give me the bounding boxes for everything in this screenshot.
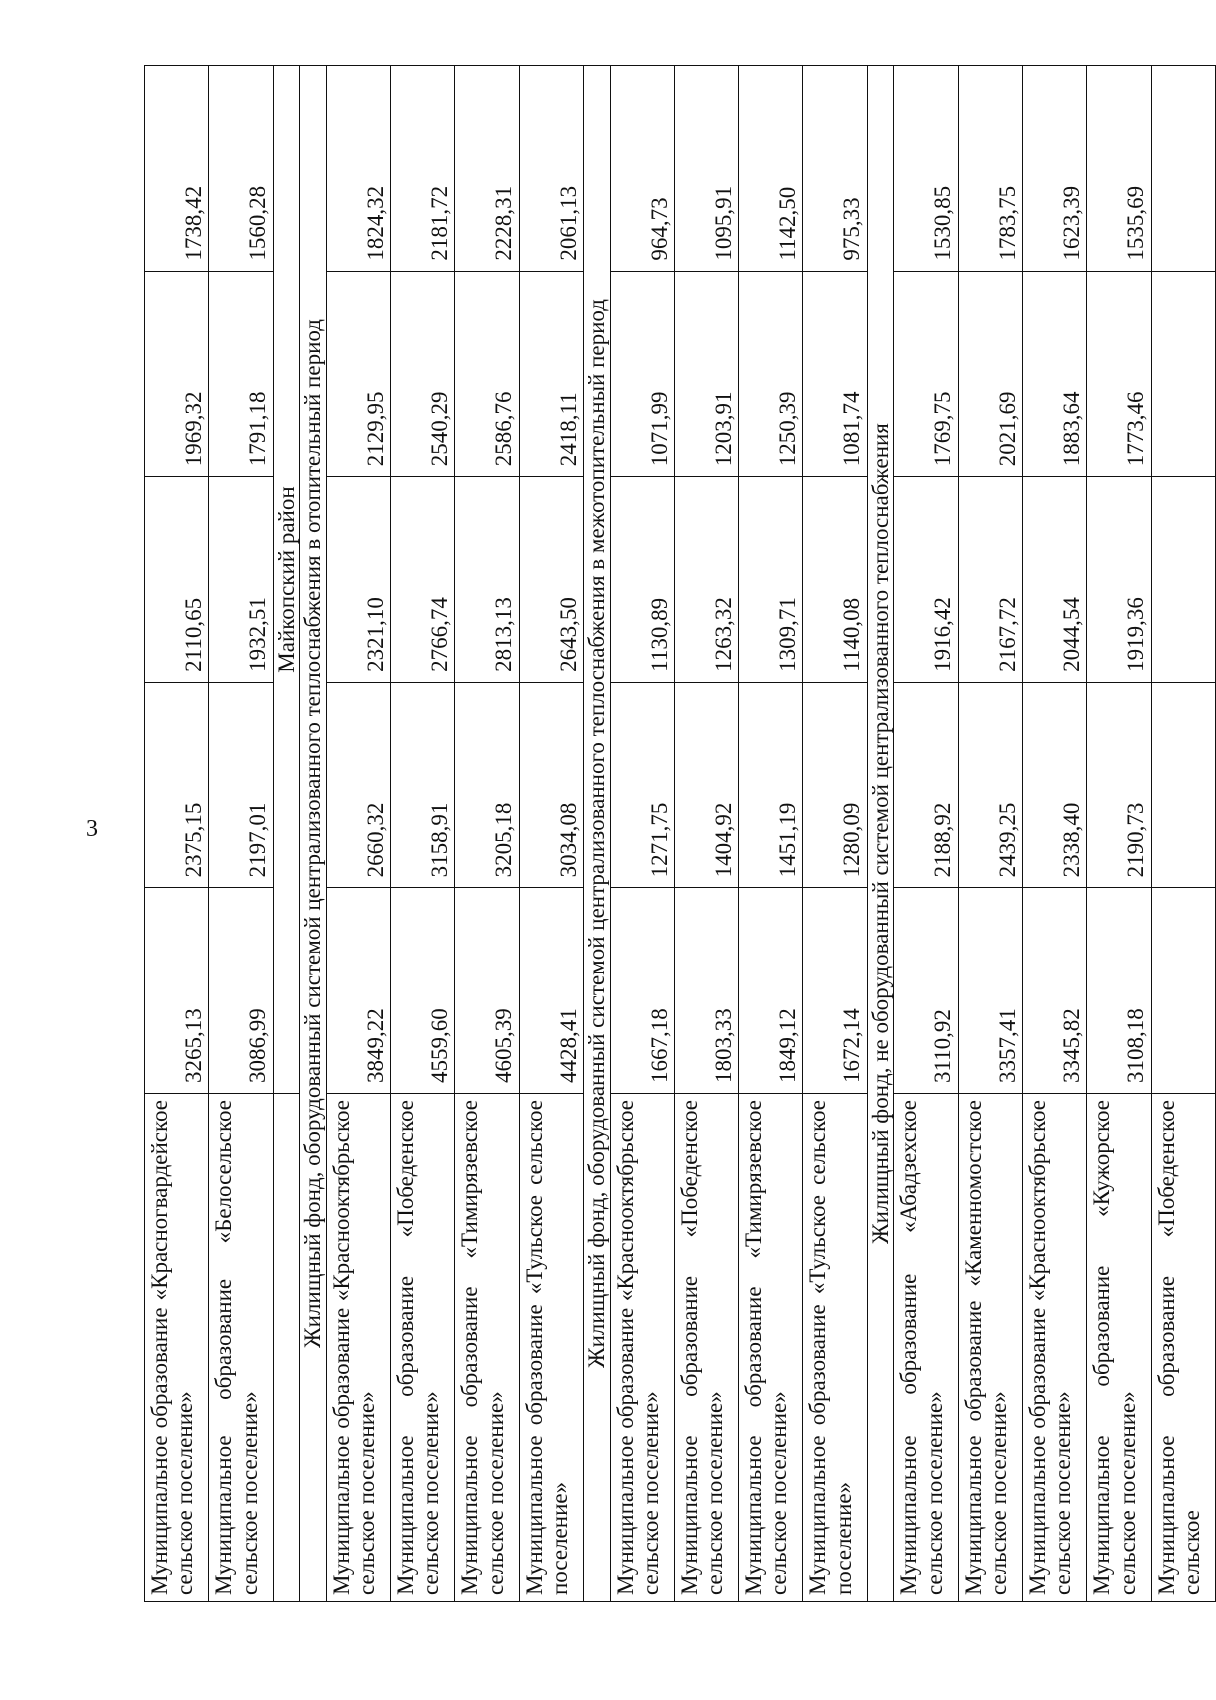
tariff-value-cell: 1849,12 xyxy=(739,888,803,1094)
tariff-value-cell: 1560,28 xyxy=(209,66,273,272)
municipality-name-cell: Муниципальное образование «Победенское сельское xyxy=(1151,1094,1215,1602)
municipality-name-cell: Муниципальное образование «Каменномостское сельское поселение» xyxy=(958,1094,1022,1602)
table-row xyxy=(209,66,273,1602)
tariff-value-cell: 1263,32 xyxy=(674,477,738,683)
section-heading: Жилищный фонд, оборудованный системой централизованного теплоснабжения в отопительный период xyxy=(300,66,327,1602)
tariff-value-cell: 2418,11 xyxy=(519,271,583,477)
tariff-value-cell: 1667,18 xyxy=(610,888,674,1094)
tariff-value-cell: 1803,33 xyxy=(674,888,738,1094)
tariff-value-cell: 2044,54 xyxy=(1022,477,1086,683)
municipality-name-cell: Муниципальное образование «Тульское сельское поселение» xyxy=(803,1094,867,1602)
tariff-value-cell: 1071,99 xyxy=(610,271,674,477)
section-heading-row xyxy=(583,66,610,1602)
table-body xyxy=(145,66,1216,1602)
tariff-table xyxy=(144,65,1216,1602)
municipality-name-cell: Муниципальное образование «Краснооктябрьское сельское поселение» xyxy=(1022,1094,1086,1602)
tariff-value-cell: 2321,10 xyxy=(326,477,390,683)
tariff-value-cell: 1404,92 xyxy=(674,682,738,888)
tariff-value-cell: 1271,75 xyxy=(610,682,674,888)
tariff-value-cell: 3345,82 xyxy=(1022,888,1086,1094)
tariff-value-cell: 2181,72 xyxy=(391,66,455,272)
tariff-value-cell: 1791,18 xyxy=(209,271,273,477)
section-heading-row xyxy=(300,66,327,1602)
tariff-value-cell: 3034,08 xyxy=(519,682,583,888)
section-heading-row xyxy=(867,66,894,1602)
tariff-value-cell: 1623,39 xyxy=(1022,66,1086,272)
tariff-value-cell: 2338,40 xyxy=(1022,682,1086,888)
tariff-value-cell: 975,33 xyxy=(803,66,867,272)
table-row xyxy=(326,66,390,1602)
tariff-value-cell xyxy=(1151,477,1215,683)
table-row xyxy=(958,66,1022,1602)
rotated-table-container xyxy=(144,66,1216,1602)
tariff-value-cell: 4605,39 xyxy=(455,888,519,1094)
tariff-value-cell xyxy=(1151,66,1215,272)
tariff-value-cell: 1824,32 xyxy=(326,66,390,272)
table-row xyxy=(455,66,519,1602)
tariff-value-cell: 2439,25 xyxy=(958,682,1022,888)
tariff-value-cell: 2129,95 xyxy=(326,271,390,477)
tariff-value-cell: 1932,51 xyxy=(209,477,273,683)
tariff-value-cell: 1883,64 xyxy=(1022,271,1086,477)
tariff-value-cell: 1250,39 xyxy=(739,271,803,477)
district-row-blank-cell xyxy=(273,1094,300,1602)
tariff-value-cell: 3086,99 xyxy=(209,888,273,1094)
tariff-value-cell: 1142,50 xyxy=(739,66,803,272)
tariff-value-cell: 1783,75 xyxy=(958,66,1022,272)
municipality-name-cell: Муниципальное образование «Красногвардейское сельское поселение» xyxy=(145,1094,209,1602)
tariff-value-cell: 1309,71 xyxy=(739,477,803,683)
municipality-name-cell: Муниципальное образование «Белосельское сельское поселение» xyxy=(209,1094,273,1602)
tariff-value-cell: 1451,19 xyxy=(739,682,803,888)
tariff-value-cell: 1769,75 xyxy=(894,271,958,477)
tariff-value-cell: 2167,72 xyxy=(958,477,1022,683)
tariff-value-cell: 2190,73 xyxy=(1087,682,1151,888)
tariff-value-cell: 3265,13 xyxy=(145,888,209,1094)
tariff-value-cell: 1280,09 xyxy=(803,682,867,888)
table-row xyxy=(145,66,209,1602)
tariff-value-cell: 3108,18 xyxy=(1087,888,1151,1094)
tariff-value-cell: 3158,91 xyxy=(391,682,455,888)
tariff-value-cell: 1969,32 xyxy=(145,271,209,477)
tariff-value-cell: 2375,15 xyxy=(145,682,209,888)
section-heading: Жилищный фонд, не оборудованный системой централизованного теплоснабжения xyxy=(867,66,894,1602)
tariff-value-cell: 1203,91 xyxy=(674,271,738,477)
tariff-value-cell: 1530,85 xyxy=(894,66,958,272)
section-heading: Жилищный фонд, оборудованный системой централизованного теплоснабжения в межотопительный период xyxy=(583,66,610,1602)
table-row xyxy=(894,66,958,1602)
tariff-value-cell: 3205,18 xyxy=(455,682,519,888)
tariff-value-cell: 2813,13 xyxy=(455,477,519,683)
table-row xyxy=(1151,66,1215,1602)
tariff-value-cell: 1535,69 xyxy=(1087,66,1151,272)
municipality-name-cell: Муниципальное образование «Краснооктябрьское сельское поселение» xyxy=(610,1094,674,1602)
tariff-value-cell: 2540,29 xyxy=(391,271,455,477)
municipality-name-cell: Муниципальное образование «Победенское сельское поселение» xyxy=(674,1094,738,1602)
tariff-value-cell: 1919,36 xyxy=(1087,477,1151,683)
tariff-value-cell: 1081,74 xyxy=(803,271,867,477)
municipality-name-cell: Муниципальное образование «Тульское сельское поселение» xyxy=(519,1094,583,1602)
tariff-value-cell: 1916,42 xyxy=(894,477,958,683)
page-number: 3 xyxy=(86,816,98,842)
tariff-value-cell: 2188,92 xyxy=(894,682,958,888)
tariff-value-cell: 2643,50 xyxy=(519,477,583,683)
tariff-value-cell: 4559,60 xyxy=(391,888,455,1094)
district-title: Майкопский район xyxy=(273,66,300,1094)
tariff-value-cell: 2021,69 xyxy=(958,271,1022,477)
tariff-value-cell: 1672,14 xyxy=(803,888,867,1094)
tariff-value-cell xyxy=(1151,888,1215,1094)
table-row xyxy=(1022,66,1086,1602)
tariff-value-cell: 2061,13 xyxy=(519,66,583,272)
tariff-value-cell: 2228,31 xyxy=(455,66,519,272)
tariff-value-cell: 964,73 xyxy=(610,66,674,272)
table-row xyxy=(674,66,738,1602)
tariff-value-cell: 2197,01 xyxy=(209,682,273,888)
municipality-name-cell: Муниципальное образование «Абадзехское сельское поселение» xyxy=(894,1094,958,1602)
tariff-value-cell: 3110,92 xyxy=(894,888,958,1094)
tariff-value-cell: 1095,91 xyxy=(674,66,738,272)
district-row xyxy=(273,66,300,1602)
municipality-name-cell: Муниципальное образование «Тимирязевское сельское поселение» xyxy=(455,1094,519,1602)
table-row xyxy=(610,66,674,1602)
tariff-value-cell: 4428,41 xyxy=(519,888,583,1094)
tariff-value-cell xyxy=(1151,271,1215,477)
tariff-value-cell: 2766,74 xyxy=(391,477,455,683)
tariff-value-cell xyxy=(1151,682,1215,888)
table-row xyxy=(1087,66,1151,1602)
tariff-value-cell: 3849,22 xyxy=(326,888,390,1094)
tariff-value-cell: 2110,65 xyxy=(145,477,209,683)
tariff-value-cell: 1773,46 xyxy=(1087,271,1151,477)
municipality-name-cell: Муниципальное образование «Тимирязевское сельское поселение» xyxy=(739,1094,803,1602)
tariff-value-cell: 3357,41 xyxy=(958,888,1022,1094)
table-row xyxy=(391,66,455,1602)
tariff-value-cell: 1738,42 xyxy=(145,66,209,272)
table-row xyxy=(739,66,803,1602)
municipality-name-cell: Муниципальное образование «Кужорское сельское поселение» xyxy=(1087,1094,1151,1602)
tariff-value-cell: 1140,08 xyxy=(803,477,867,683)
tariff-value-cell: 1130,89 xyxy=(610,477,674,683)
municipality-name-cell: Муниципальное образование «Победенское сельское поселение» xyxy=(391,1094,455,1602)
table-row xyxy=(519,66,583,1602)
municipality-name-cell: Муниципальное образование «Краснооктябрьское сельское поселение» xyxy=(326,1094,390,1602)
table-row xyxy=(803,66,867,1602)
tariff-value-cell: 2586,76 xyxy=(455,271,519,477)
tariff-value-cell: 2660,32 xyxy=(326,682,390,888)
